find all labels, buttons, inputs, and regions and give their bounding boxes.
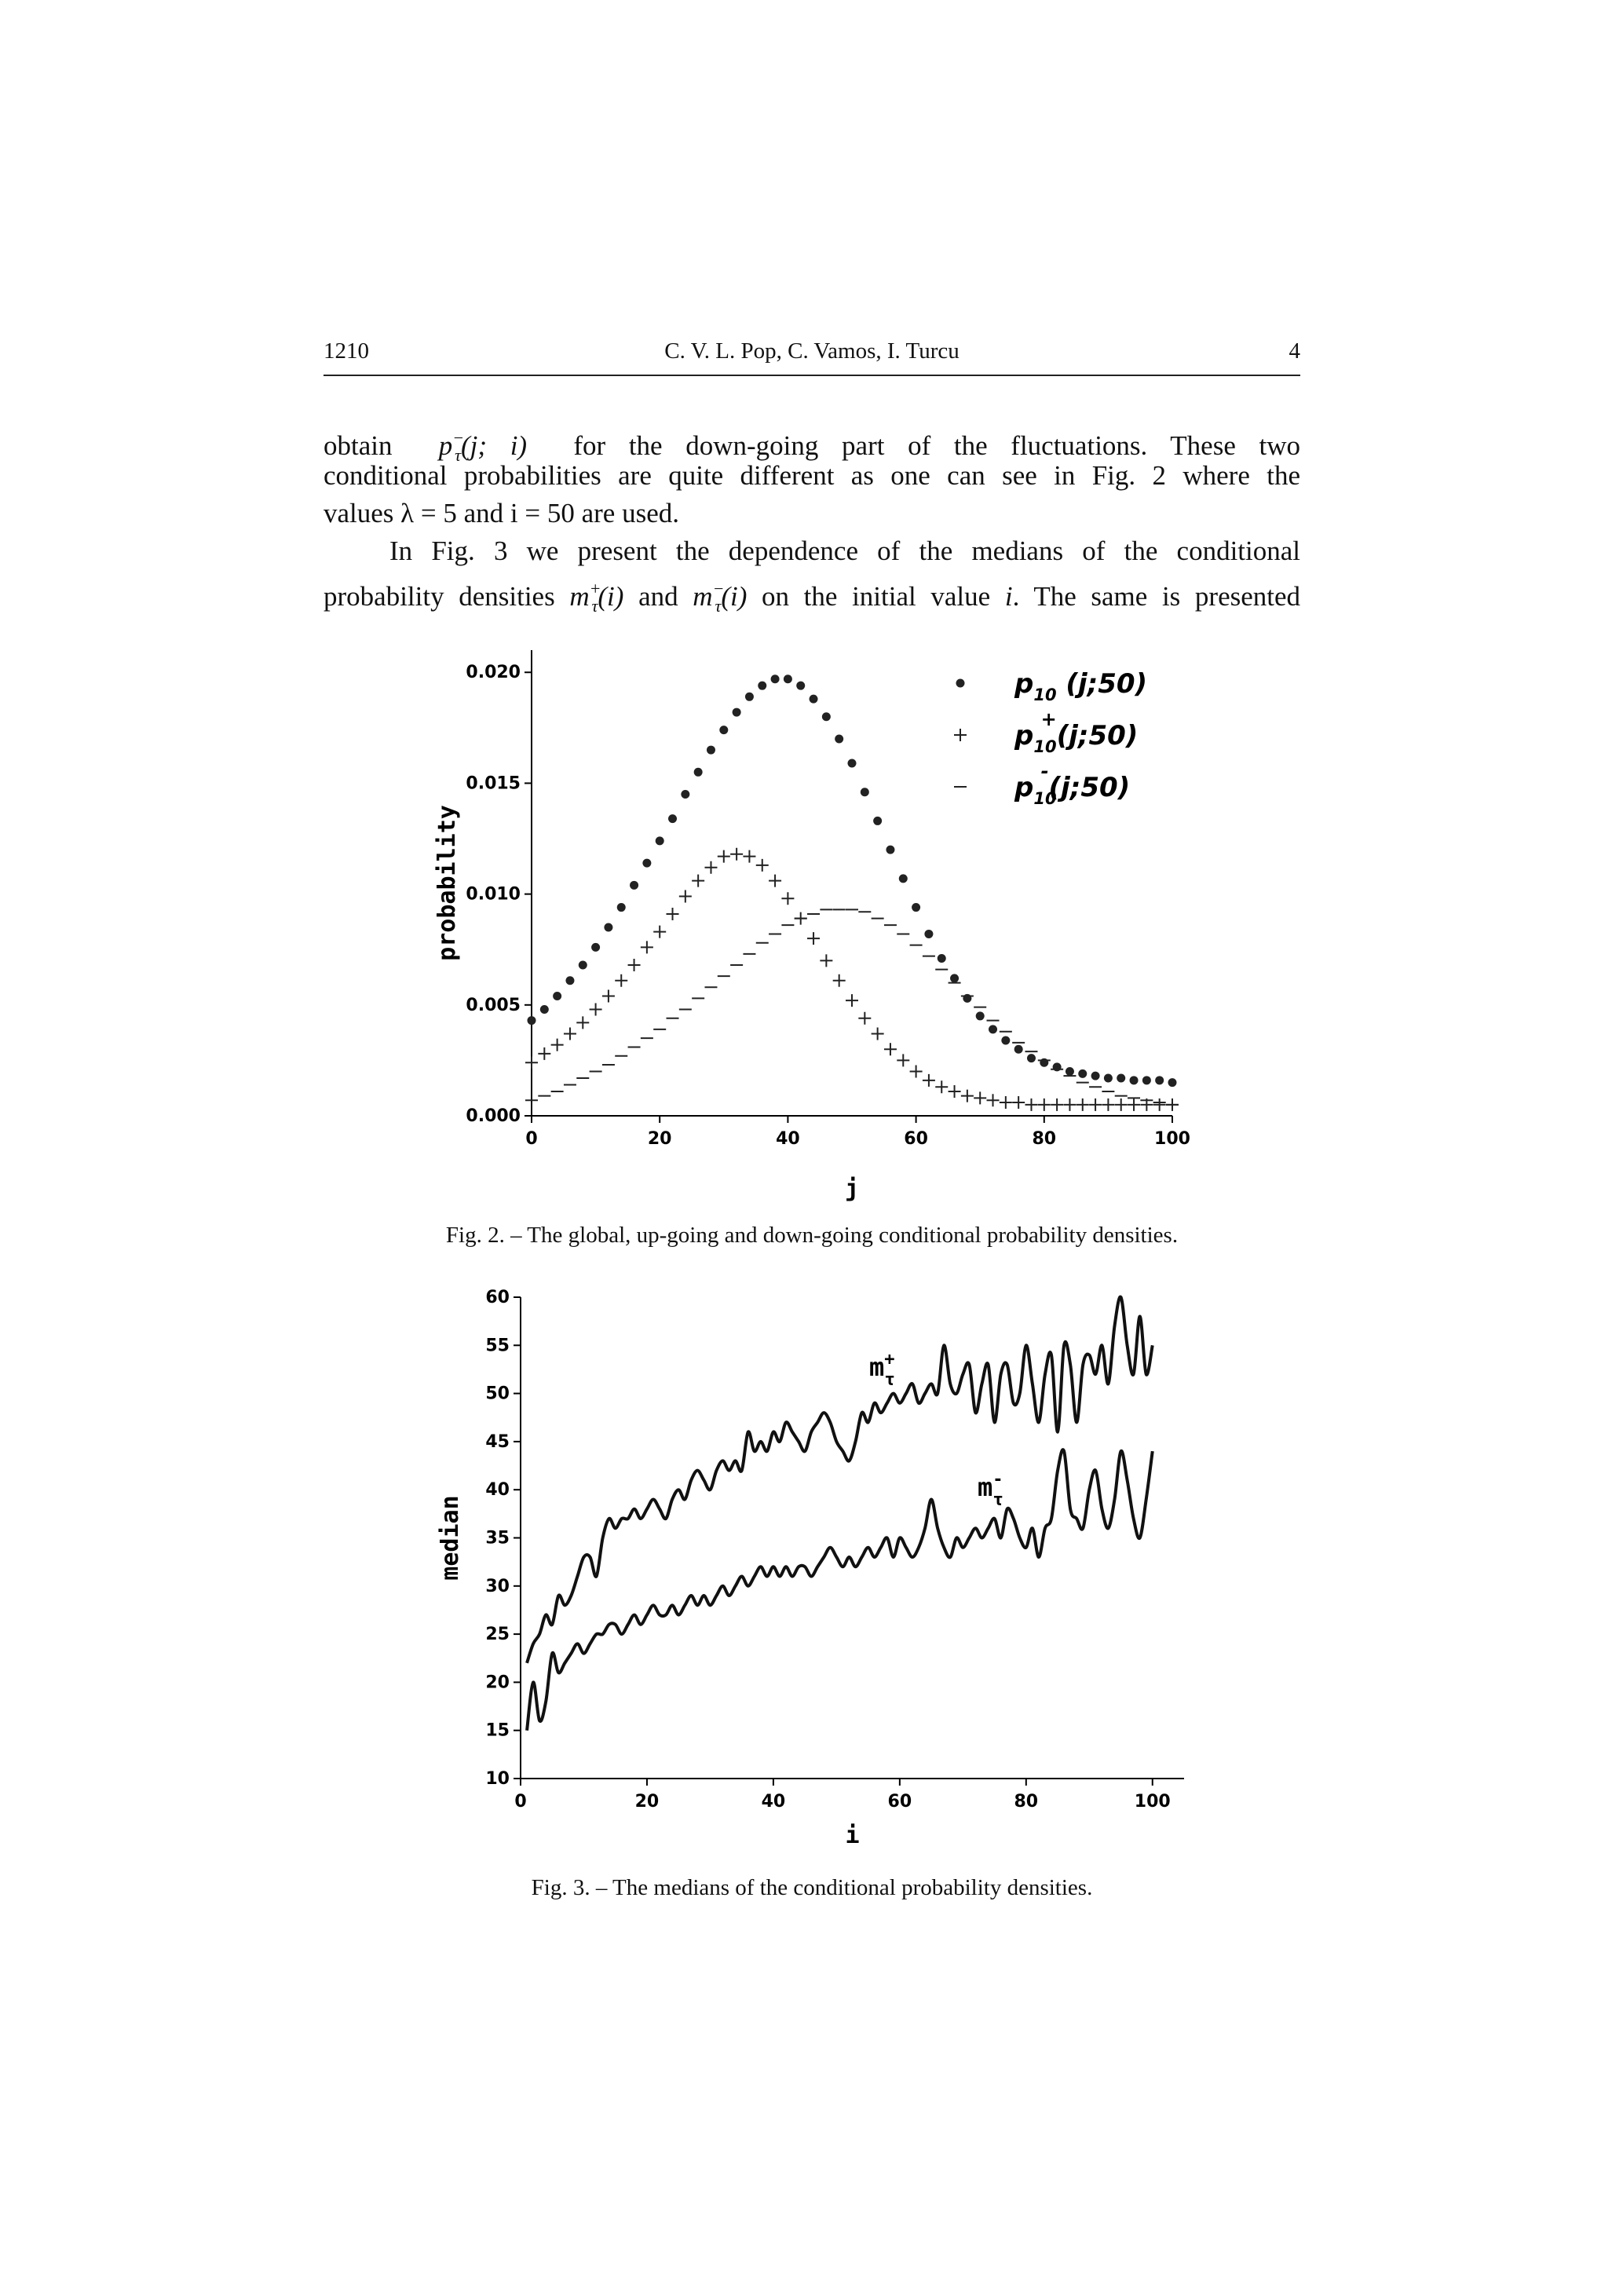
data-point [540, 1005, 549, 1014]
data-point [604, 923, 612, 931]
data-point [538, 1047, 550, 1060]
data-point [848, 759, 857, 768]
data-point [590, 1003, 602, 1015]
data-point [935, 1080, 948, 1093]
data-point [553, 992, 561, 1000]
figure-3-caption: Fig. 3. – The medians of the conditional probability densities. [531, 1875, 1093, 1900]
data-point [1130, 1076, 1139, 1084]
data-point [704, 861, 717, 874]
x-tick-label: 40 [776, 1129, 800, 1149]
data-point [807, 932, 820, 945]
y-tick-label: 0.020 [466, 663, 521, 683]
x-tick-label: 60 [887, 1792, 912, 1812]
math-m-plus: $m^+_\tau(i)$ [569, 579, 624, 616]
data-point [733, 708, 741, 717]
data-point [872, 1028, 884, 1040]
data-point [641, 941, 653, 953]
data-point [771, 675, 780, 683]
paragraph-1-line-3: values λ = 5 and i = 50 are used. [324, 498, 680, 528]
y-tick-label: 25 [485, 1625, 510, 1645]
x-tick-label: 20 [647, 1129, 672, 1149]
data-point [835, 734, 843, 743]
data-point [886, 846, 894, 854]
data-point [1168, 1078, 1177, 1087]
data-point [615, 974, 627, 987]
legend-entry: $p_{10}-(j;50)$ [1014, 760, 1131, 808]
data-point [846, 994, 858, 1007]
data-point [950, 974, 959, 982]
math-m-minus: $m^-_\tau(i)$ [693, 579, 748, 616]
data-point [1051, 1099, 1063, 1111]
data-point [743, 850, 755, 863]
y-tick-label: 0.000 [466, 1106, 521, 1126]
data-point [976, 1011, 985, 1020]
y-tick-label: 45 [485, 1431, 510, 1452]
data-point [989, 1025, 997, 1033]
data-point [923, 1074, 935, 1087]
data-point [642, 859, 651, 868]
data-point [1063, 1099, 1076, 1111]
data-point [873, 817, 882, 825]
math-p-minus: $p^-_\tau(j$; i) [438, 428, 528, 465]
data-point [656, 836, 664, 845]
data-point [1078, 1069, 1087, 1078]
y-tick-label: 20 [485, 1673, 510, 1693]
x-axis-label: i [845, 1822, 860, 1849]
paragraph-1 [324, 419, 1300, 532]
x-tick-label: 0 [514, 1792, 527, 1812]
x-tick-label: 100 [1154, 1129, 1190, 1149]
data-point [576, 1016, 589, 1029]
data-point [897, 1054, 909, 1066]
data-point [1117, 1073, 1125, 1082]
data-point [1091, 1072, 1100, 1080]
running-head-authors: C. V. L. Pop, C. Vamos, I. Turcu [664, 338, 960, 364]
data-point [910, 1066, 923, 1078]
y-tick-label: 0.015 [466, 773, 521, 794]
data-point [961, 1090, 974, 1102]
data-point [769, 875, 781, 887]
data-point [591, 943, 600, 952]
x-tick-label: 60 [904, 1129, 928, 1149]
data-point [1001, 1036, 1010, 1044]
figure-2-chart [408, 636, 1241, 1217]
label-m-plus: m+ τ [869, 1350, 895, 1390]
data-point [579, 960, 587, 969]
y-tick-label: 0.010 [466, 884, 521, 905]
paragraph-1-line-1 [324, 419, 1301, 465]
data-point [938, 954, 946, 963]
data-point [718, 850, 730, 863]
data-point [954, 729, 967, 741]
x-tick-label: 80 [1014, 1792, 1039, 1812]
word-obtain: obtain [324, 430, 393, 461]
y-tick-label: 60 [485, 1288, 510, 1307]
data-point [949, 1085, 961, 1098]
data-point [719, 726, 728, 734]
x-axis-label: j [844, 1175, 860, 1202]
data-point [692, 875, 704, 887]
data-point [810, 695, 818, 704]
data-point [1038, 1099, 1051, 1111]
data-point [781, 892, 794, 905]
data-point [1027, 1054, 1036, 1062]
x-tick-label: 100 [1134, 1792, 1171, 1812]
data-point [974, 1091, 986, 1104]
data-point [899, 874, 908, 883]
x-tick-label: 20 [634, 1792, 660, 1812]
y-tick-label: 30 [485, 1576, 510, 1596]
x-tick-label: 80 [1032, 1129, 1057, 1149]
y-tick-label: 55 [485, 1336, 510, 1356]
running-head [324, 334, 1300, 376]
data-point [551, 1039, 564, 1051]
data-point [884, 1043, 897, 1055]
data-point [822, 712, 831, 721]
legend-entry: $p_{10}$ (j;50) [1014, 668, 1148, 704]
data-point [745, 693, 754, 701]
data-point [565, 976, 574, 985]
data-point [1115, 1099, 1128, 1111]
paragraph-2-line-1: In Fig. 3 we present the dependence of the medians of the conditional [389, 536, 1300, 566]
data-point [1102, 1099, 1114, 1111]
data-point [564, 1028, 576, 1040]
page-number: 1210 [324, 338, 369, 364]
data-point [861, 788, 869, 796]
x-tick-label: 0 [525, 1129, 538, 1149]
y-tick-label: 15 [485, 1720, 510, 1741]
data-point [956, 679, 965, 688]
data-point [784, 675, 792, 683]
y-axis-label: probability [433, 805, 461, 961]
data-point [694, 768, 703, 777]
data-point [1014, 1045, 1023, 1054]
data-point [1000, 1096, 1012, 1109]
data-point [1128, 1099, 1140, 1111]
paragraph-1-line-2: conditional probabilities are quite different as one can see in Fig. 2 where the [324, 460, 1300, 491]
data-point [756, 859, 769, 872]
data-point [833, 974, 846, 987]
data-point [758, 682, 766, 690]
legend-entry: $p_{10}+(j;50)$ [1014, 708, 1139, 756]
data-point [528, 1016, 536, 1025]
data-point [730, 848, 743, 861]
series-line-m-plus [527, 1297, 1153, 1663]
paragraph-1-line-1-rest: for the down-going part of the fluctuations. These two [573, 430, 1301, 461]
y-tick-label: 10 [485, 1769, 510, 1789]
data-point [617, 903, 626, 912]
data-point [653, 926, 666, 938]
data-point [1025, 1099, 1037, 1111]
y-axis-label: median [437, 1495, 464, 1581]
y-tick-label: 35 [485, 1528, 510, 1548]
data-point [1040, 1058, 1048, 1067]
y-tick-label: 50 [485, 1384, 510, 1404]
data-point [912, 903, 920, 912]
data-point [1077, 1099, 1089, 1111]
data-point [1104, 1073, 1113, 1082]
figure-2-caption: Fig. 2. – The global, up-going and down-going conditional probability densities. [445, 1223, 1179, 1248]
data-point [796, 682, 805, 690]
data-point [681, 790, 689, 799]
x-tick-label: 40 [761, 1792, 786, 1812]
data-point [1153, 1099, 1166, 1111]
data-point [679, 890, 692, 902]
section-number: 4 [1289, 338, 1300, 364]
data-point [820, 954, 832, 967]
data-point [707, 746, 715, 755]
data-point [1155, 1076, 1164, 1084]
data-point [602, 990, 615, 1003]
data-point [1053, 1062, 1062, 1071]
data-point [1012, 1096, 1025, 1109]
label-m-minus: m-τ [978, 1470, 1003, 1510]
data-point [924, 930, 933, 938]
data-point [668, 814, 677, 823]
figure-3-chart [437, 1276, 1233, 1853]
data-point [987, 1094, 1000, 1106]
data-point [858, 1012, 871, 1025]
series-line-m-minus [527, 1450, 1153, 1731]
data-point [1066, 1067, 1074, 1076]
data-point [628, 959, 641, 971]
data-point [667, 908, 679, 920]
y-tick-label: 0.005 [466, 995, 521, 1015]
paragraph-2-line-2: probability densities $m^+_\tau(i)$ and $m^-_\tau(i)$ on the initial value i. The same is presented [324, 579, 1301, 616]
data-point [963, 994, 971, 1003]
data-point [630, 881, 638, 890]
y-tick-label: 40 [485, 1480, 510, 1501]
data-point [525, 1056, 538, 1069]
data-point [1089, 1099, 1102, 1111]
paragraph-2 [324, 532, 1301, 616]
data-point [1142, 1076, 1151, 1084]
